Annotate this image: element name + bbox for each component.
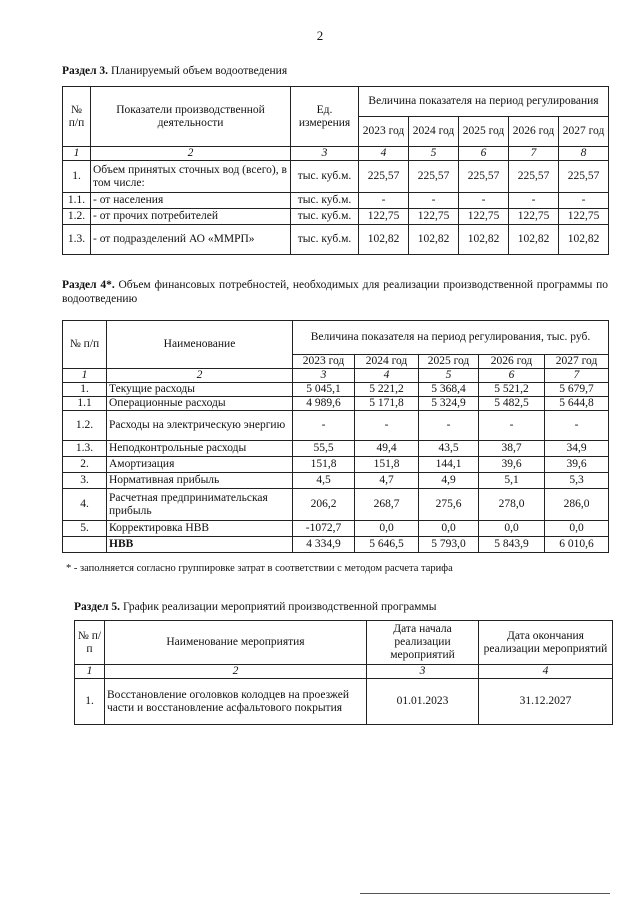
row-unit: тыс. куб.м. [291, 161, 359, 193]
row-name: Корректировка НВВ [107, 521, 293, 537]
row-value: 102,82 [509, 225, 559, 255]
row-name: - от населения [91, 193, 291, 209]
header-year: 2026 год [479, 355, 545, 369]
row-value: 5 679,7 [545, 383, 609, 397]
table-row [63, 225, 609, 255]
row-number: 1.1. [63, 193, 91, 209]
row-value: 34,9 [545, 441, 609, 457]
row-value: 225,57 [409, 161, 459, 193]
row-value: 4 989,6 [293, 397, 355, 411]
row-value: 151,8 [293, 457, 355, 473]
row-value: 38,7 [479, 441, 545, 457]
page-number: 2 [316, 28, 324, 43]
section-5-title [74, 600, 436, 614]
row-value: - [293, 411, 355, 441]
table-row [63, 411, 609, 441]
table-row [63, 209, 609, 225]
section-3-title [62, 64, 287, 78]
row-number: 1.2. [63, 209, 91, 225]
table-row [63, 473, 609, 489]
column-number: 2 [105, 665, 367, 679]
row-name: Операционные расходы [107, 397, 293, 411]
row-name: Расчетная предпринимательская прибыль [107, 489, 293, 521]
column-number: 5 [409, 147, 459, 161]
row-name: НВВ [107, 537, 293, 553]
row-name: Амортизация [107, 457, 293, 473]
row-value: 4,9 [419, 473, 479, 489]
row-value: -1072,7 [293, 521, 355, 537]
header-year: 2025 год [419, 355, 479, 369]
column-number: 7 [509, 147, 559, 161]
column-number: 6 [459, 147, 509, 161]
header-name: Наименование [107, 321, 293, 369]
table-row [63, 441, 609, 457]
row-name: - от подразделений АО «ММРП» [91, 225, 291, 255]
header-year: 2024 год [409, 117, 459, 147]
row-number: 5. [63, 521, 107, 537]
table-financial-needs [62, 320, 609, 553]
table-row [63, 397, 609, 411]
column-number: 3 [291, 147, 359, 161]
table-row [63, 161, 609, 193]
row-value: 5,1 [479, 473, 545, 489]
row-value: 0,0 [479, 521, 545, 537]
row-value: 0,0 [545, 521, 609, 537]
row-value: - [509, 193, 559, 209]
row-value: 122,75 [459, 209, 509, 225]
row-value: 122,75 [409, 209, 459, 225]
table-row [63, 489, 609, 521]
row-number: 1. [63, 161, 91, 193]
row-name: Объем принятых сточных вод (всего), в том числе: [91, 161, 291, 193]
table-row-total [63, 537, 609, 553]
row-value: 0,0 [419, 521, 479, 537]
table-row [75, 679, 613, 725]
section-4-label: Раздел 4*. [62, 279, 115, 291]
row-value: - [355, 411, 419, 441]
row-value: 5 368,4 [419, 383, 479, 397]
row-name: Текущие расходы [107, 383, 293, 397]
row-number: 1.1 [63, 397, 107, 411]
header-year: 2023 год [293, 355, 355, 369]
column-number: 4 [359, 147, 409, 161]
header-no: № п/п [75, 621, 105, 665]
row-value: - [559, 193, 609, 209]
row-number: 1.3. [63, 225, 91, 255]
column-number: 1 [63, 147, 91, 161]
row-value: 5 644,8 [545, 397, 609, 411]
table-water-disposal-volume [62, 86, 609, 255]
row-number: 1. [63, 383, 107, 397]
table-row [63, 383, 609, 397]
row-number [63, 537, 107, 553]
column-number: 4 [479, 665, 613, 679]
row-name: Нормативная прибыль [107, 473, 293, 489]
row-value: 268,7 [355, 489, 419, 521]
header-activity: Наименование мероприятия [105, 621, 367, 665]
header-period: Величина показателя на период регулирования, тыс. руб. [293, 321, 609, 355]
row-value: 5 045,1 [293, 383, 355, 397]
row-start-date: 01.01.2023 [367, 679, 479, 725]
row-value: 102,82 [459, 225, 509, 255]
row-unit: тыс. куб.м. [291, 193, 359, 209]
header-no: № п/п [63, 87, 91, 147]
header-year: 2024 год [355, 355, 419, 369]
row-value: - [459, 193, 509, 209]
row-name: Восстановление оголовков колодцев на проезжей части и восстановление асфальтового покрытия [105, 679, 367, 725]
table-row [63, 457, 609, 473]
section-4-title [62, 278, 608, 306]
row-end-date: 31.12.2027 [479, 679, 613, 725]
row-value: 43,5 [419, 441, 479, 457]
row-value: 5 482,5 [479, 397, 545, 411]
header-year: 2025 год [459, 117, 509, 147]
row-value: 55,5 [293, 441, 355, 457]
column-number: 5 [419, 369, 479, 383]
row-value: - [479, 411, 545, 441]
row-value: - [409, 193, 459, 209]
row-value: - [419, 411, 479, 441]
row-number: 4. [63, 489, 107, 521]
row-value: 206,2 [293, 489, 355, 521]
row-value: 0,0 [355, 521, 419, 537]
row-value: 4,7 [355, 473, 419, 489]
row-value: 122,75 [559, 209, 609, 225]
row-value: 275,6 [419, 489, 479, 521]
row-value: 225,57 [559, 161, 609, 193]
row-value: 278,0 [479, 489, 545, 521]
column-number: 7 [545, 369, 609, 383]
row-value: 5 171,8 [355, 397, 419, 411]
column-number: 6 [479, 369, 545, 383]
table-row [63, 193, 609, 209]
header-period: Величина показателя на период регулирования [359, 87, 609, 117]
row-value: - [359, 193, 409, 209]
header-year: 2027 год [559, 117, 609, 147]
header-year: 2026 год [509, 117, 559, 147]
row-number: 1.2. [63, 411, 107, 441]
row-value: 225,57 [509, 161, 559, 193]
row-value: 5 843,9 [479, 537, 545, 553]
row-value: 102,82 [359, 225, 409, 255]
header-start-date: Дата начала реализации мероприятий [367, 621, 479, 665]
column-number: 3 [367, 665, 479, 679]
column-number: 1 [63, 369, 107, 383]
row-value: 5 324,9 [419, 397, 479, 411]
row-value: 102,82 [409, 225, 459, 255]
row-name: - от прочих потребителей [91, 209, 291, 225]
row-number: 2. [63, 457, 107, 473]
row-value: 5 793,0 [419, 537, 479, 553]
row-name: Расходы на электрическую энергию [107, 411, 293, 441]
header-year: 2027 год [545, 355, 609, 369]
row-value: 5 646,5 [355, 537, 419, 553]
column-number: 2 [107, 369, 293, 383]
row-value: 102,82 [559, 225, 609, 255]
row-unit: тыс. куб.м. [291, 225, 359, 255]
row-value: 122,75 [509, 209, 559, 225]
row-name: Неподконтрольные расходы [107, 441, 293, 457]
row-value: - [545, 411, 609, 441]
table-row [63, 521, 609, 537]
row-number: 1.3. [63, 441, 107, 457]
row-value: 5 221,2 [355, 383, 419, 397]
header-unit: Ед. измерения [291, 87, 359, 147]
row-value: 49,4 [355, 441, 419, 457]
row-value: 286,0 [545, 489, 609, 521]
row-value: 225,57 [359, 161, 409, 193]
row-value: 5 521,2 [479, 383, 545, 397]
row-value: 225,57 [459, 161, 509, 193]
row-unit: тыс. куб.м. [291, 209, 359, 225]
column-number: 4 [355, 369, 419, 383]
row-value: 144,1 [419, 457, 479, 473]
column-number: 8 [559, 147, 609, 161]
header-indicator: Показатели производственной деятельности [91, 87, 291, 147]
header-year: 2023 год [359, 117, 409, 147]
table-schedule [74, 620, 613, 725]
row-value: 151,8 [355, 457, 419, 473]
footnote: * - заполняется согласно группировке затрат в соответствии с методом расчета тарифа [66, 563, 453, 574]
row-value: 6 010,6 [545, 537, 609, 553]
row-value: 39,6 [545, 457, 609, 473]
section-3-heading: Планируемый объем водоотведения [108, 65, 288, 77]
header-no: № п/п [63, 321, 107, 369]
row-value: 4,5 [293, 473, 355, 489]
row-number: 3. [63, 473, 107, 489]
section-5-heading: График реализации мероприятий производственной программы [120, 601, 437, 613]
row-value: 39,6 [479, 457, 545, 473]
row-value: 122,75 [359, 209, 409, 225]
header-end-date: Дата окончания реализации мероприятий [479, 621, 613, 665]
row-number: 1. [75, 679, 105, 725]
column-number: 2 [91, 147, 291, 161]
bottom-rule [360, 893, 610, 894]
column-number: 3 [293, 369, 355, 383]
row-value: 5,3 [545, 473, 609, 489]
section-3-label: Раздел 3. [62, 65, 109, 77]
row-value: 4 334,9 [293, 537, 355, 553]
column-number: 1 [75, 665, 105, 679]
section-5-label: Раздел 5. [74, 601, 121, 613]
section-4-heading: Объем финансовых потребностей, необходимых для реализации производственной программы по водоотведению [62, 279, 608, 305]
